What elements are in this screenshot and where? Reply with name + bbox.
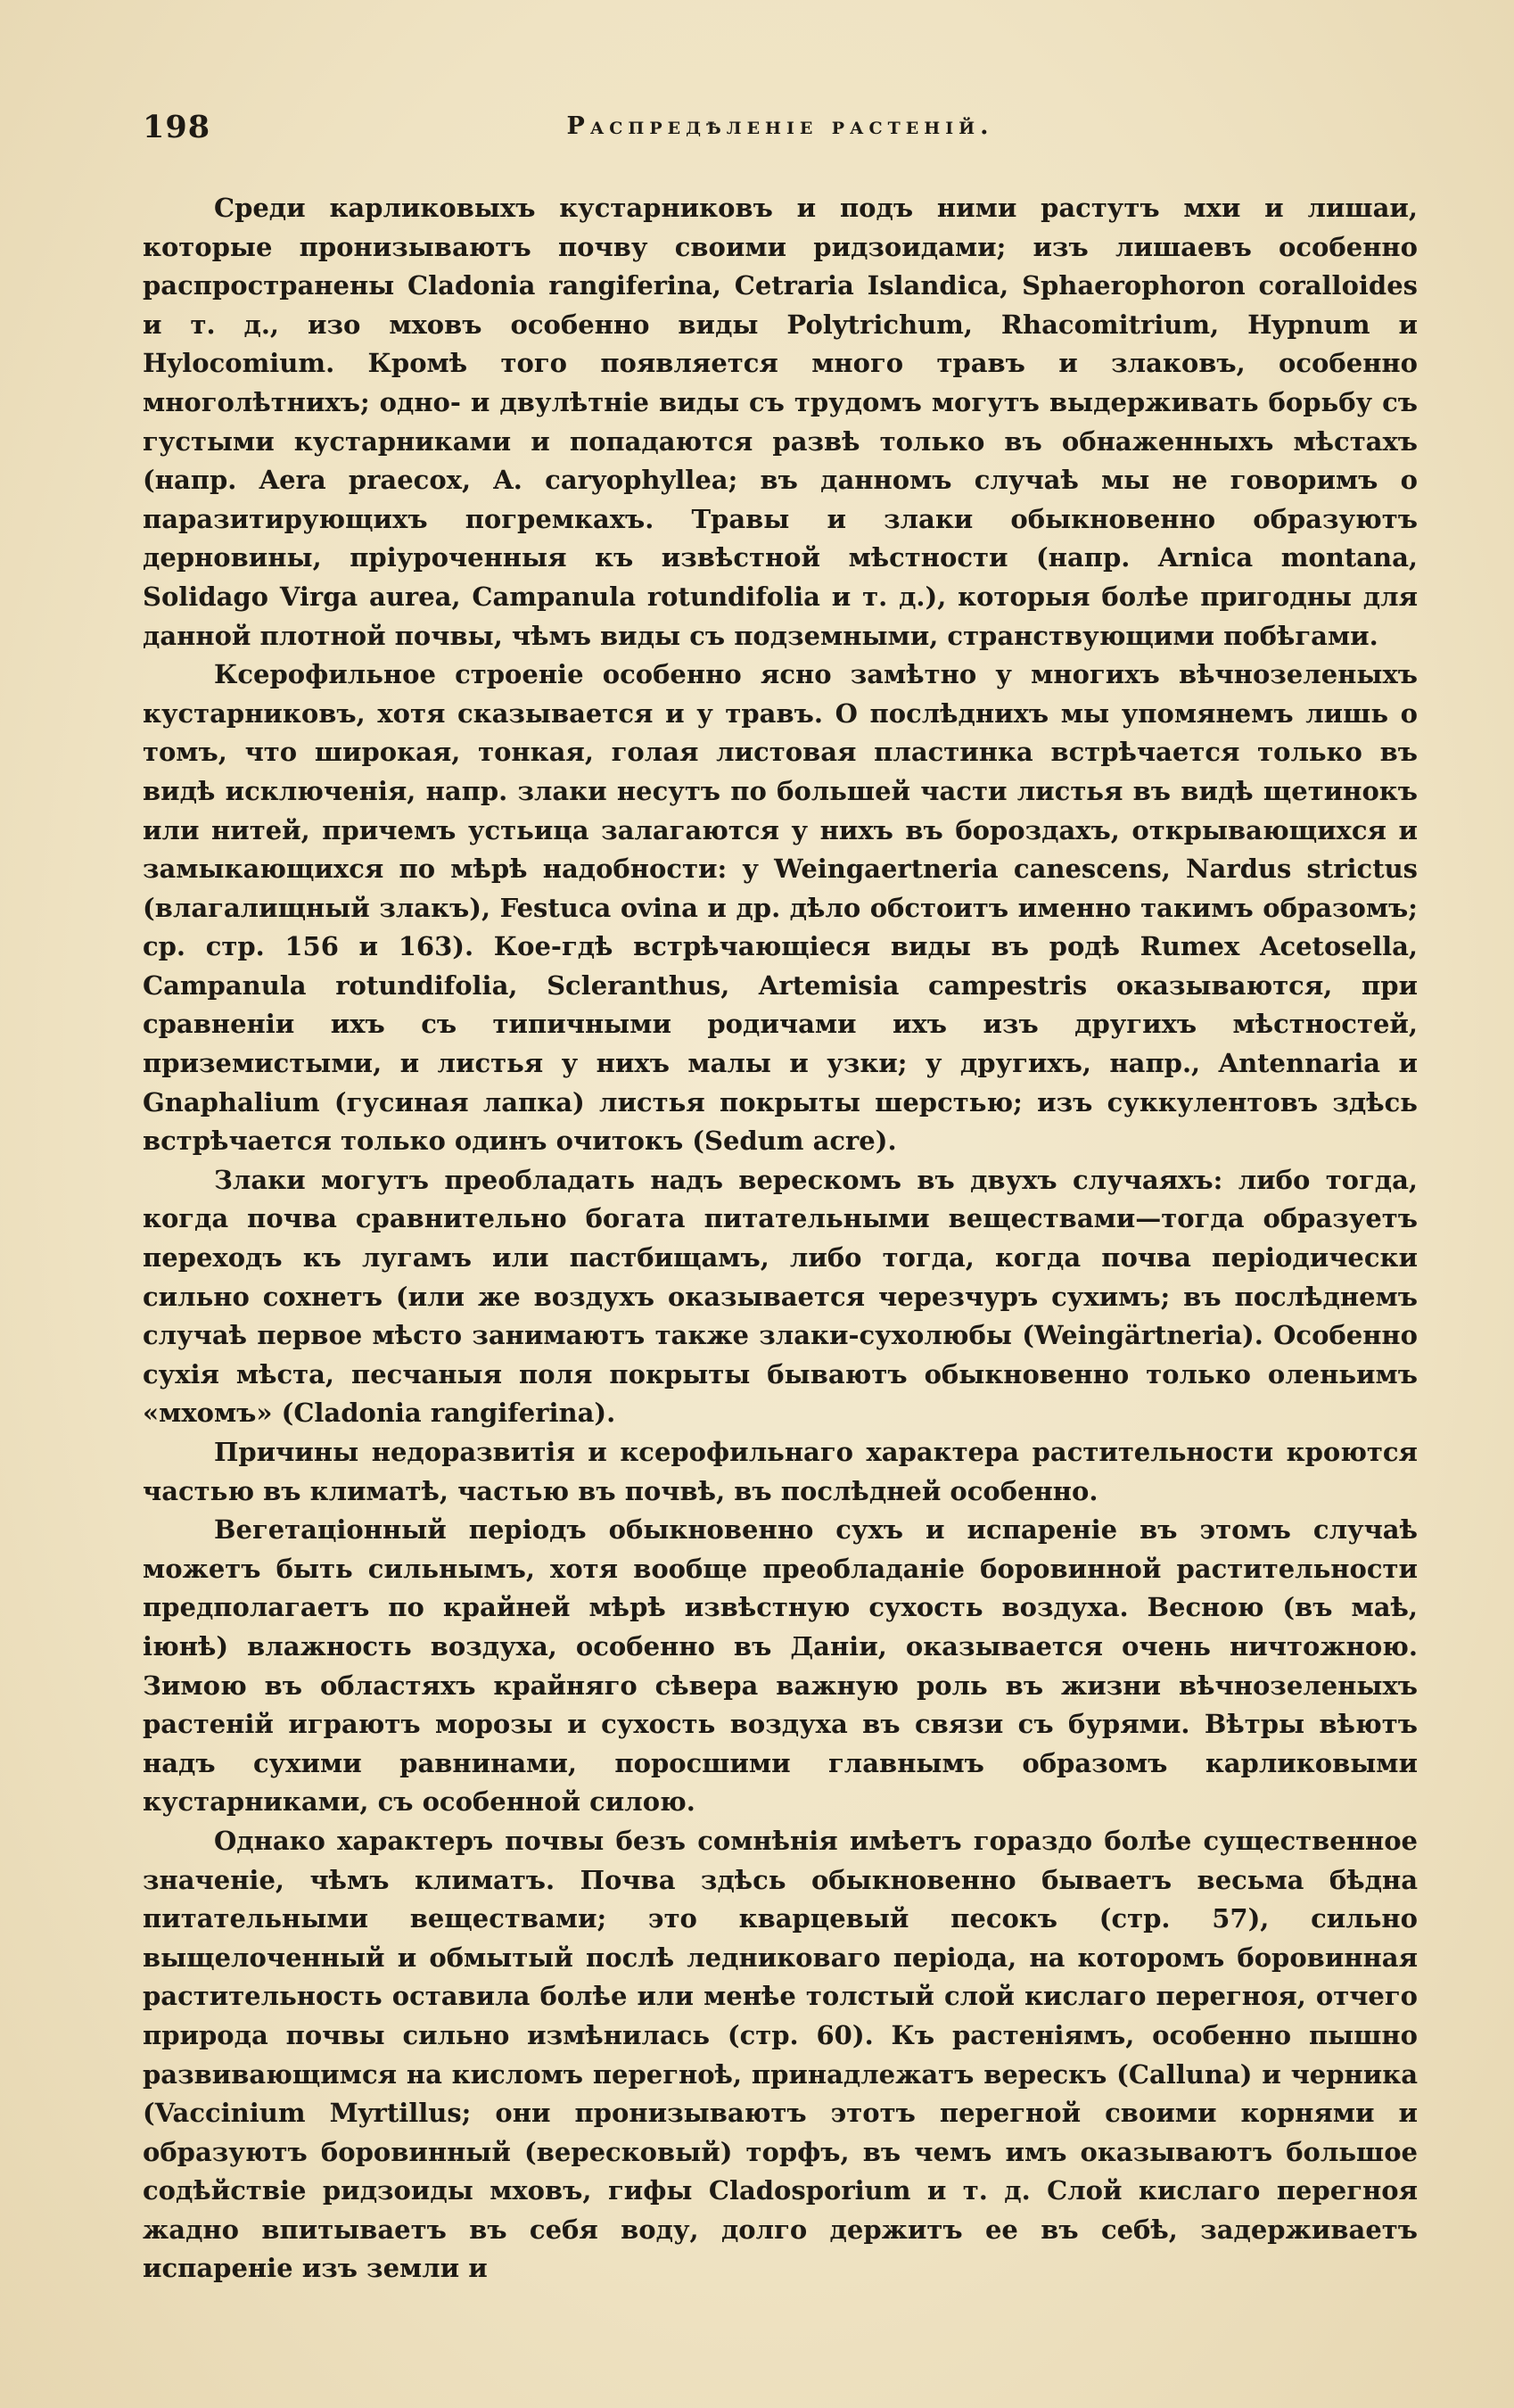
paragraph: Причины недоразвитія и ксерофильнаго характера растительности кроются частью въ климатѣ, частью въ почвѣ, въ послѣдней особенно. <box>143 1437 1418 1506</box>
body-text <box>143 189 1418 2288</box>
paragraph: Ксерофильное строеніе особенно ясно замѣтно у многихъ вѣчнозеленыхъ кустарниковъ, хотя сказывается и у травъ. О послѣднихъ мы упомянемъ лишь о томъ, что широкая, тонкая, голая листовая пластинка встрѣчается только въ видѣ исключенія, напр. злаки несутъ по большей части листья въ видѣ щетинокъ или нитей, причемъ устьица залагаются у нихъ въ бороздахъ, открывающихся и замыкающихся по мѣрѣ надобности: у Weingaertneria canescens, Nardus strictus (влагалищный злакъ), Festuca ovina и др. дѣло обстоитъ именно такимъ образомъ; ср. стр. 156 и 163). Кое-гдѣ встрѣчающіеся виды въ родѣ Rumex Acetosella, Campanula rotundifolia, Scleranthus, Artemisia campestris оказываются, при сравненіи ихъ съ типичными родичами ихъ изъ другихъ мѣстностей, приземистыми, и листья у нихъ малы и узки; у другихъ, напр., Antennaria и Gnaphalium (гусиная лапка) листья покрыты шерстью; изъ суккулентовъ здѣсь встрѣчается только одинъ очитокъ (Sedum acre). <box>143 659 1418 1157</box>
page-number: 198 <box>143 109 211 145</box>
paragraph: Злаки могутъ преобладать надъ верескомъ въ двухъ случаяхъ: либо тогда, когда почва сравнительно богата питательными веществами—тогда образуетъ переходъ къ лугамъ или пастбищамъ, либо тогда, когда почва періодически сильно сохнетъ (или же воздухъ оказывается черезчуръ сухимъ; въ послѣднемъ случаѣ первое мѣсто занимаютъ также злаки-сухолюбы (Weingärtneria). Особенно сухія мѣста, песчаныя поля покрыты бываютъ обыкновенно только оленьимъ «мхомъ» (Cladonia rangiferina). <box>143 1164 1418 1429</box>
paragraph: Среди карликовыхъ кустарниковъ и подъ ними растутъ мхи и лишаи, которые пронизываютъ почву своими ридзоидами; изъ лишаевъ особенно распространены Cladonia rangiferina, Cetraria Islandica, Sphaerophoron coralloides и т. д., изо мховъ особенно виды Polytrichum, Rhacomitrium, Hypnum и Hylocomium. Кромѣ того появляется много травъ и злаковъ, особенно многолѣтнихъ; одно- и двулѣтніе виды съ трудомъ могутъ выдерживать борьбу съ густыми кустарниками и попадаются развѣ только въ обнаженныхъ мѣстахъ (напр. Aera praecox, A. caryophyllea; въ данномъ случаѣ мы не говоримъ о паразитирующихъ погремкахъ. Травы и злаки обыкновенно образуютъ дерновины, пріуроченныя къ извѣстной мѣстности (напр. Arnica montana, Solidago Virga aurea, Campanula rotundifolia и т. д.), которыя болѣе пригодны для данной плотной почвы, чѣмъ виды съ подземными, странствующими побѣгами. <box>143 193 1418 651</box>
running-title: Распредѣленіе растеній. <box>566 112 994 140</box>
paragraph: Однако характеръ почвы безъ сомнѣнія имѣетъ гораздо болѣе существенное значеніе, чѣмъ климатъ. Почва здѣсь обыкновенно бываетъ весьма бѣдна питательными веществами; это кварцевый песокъ (стр. 57), сильно выщелоченный и обмытый послѣ ледниковаго періода, на которомъ боровинная растительность оставила болѣе или менѣе толстый слой кислаго перегноя, отчего природа почвы сильно измѣнилась (стр. 60). Къ растеніямъ, особенно пышно развивающимся на кисломъ перегноѣ, принадлежатъ верескъ (Calluna) и черника (Vaccinium Myrtillus; они пронизываютъ этотъ перегной своими корнями и образуютъ боровинный (вересковый) торфъ, въ чемъ имъ оказываютъ большое содѣйствіе ридзоиды мховъ, гифы Cladosporium и т. д. Слой кислаго перегноя жадно впитываетъ въ себя воду, долго держитъ ее въ себѣ, задерживаетъ испареніе изъ земли и <box>143 1825 1418 2284</box>
page-header <box>143 109 1418 144</box>
paragraph: Вегетаціонный періодъ обыкновенно сухъ и испареніе въ этомъ случаѣ можетъ быть сильнымъ, хотя вообще преобладаніе боровинной растительности предполагаетъ по крайней мѣрѣ извѣстную сухость воздуха. Весною (въ маѣ, іюнѣ) влажность воздуха, особенно въ Даніи, оказывается очень ничтожною. Зимою въ областяхъ крайняго сѣвера важную роль въ жизни вѣчнозеленыхъ растеній играютъ морозы и сухость воздуха въ связи съ бурями. Вѣтры вѣютъ надъ сухими равнинами, поросшими главнымъ образомъ карликовыми кустарниками, съ особенной силою. <box>143 1514 1418 1818</box>
